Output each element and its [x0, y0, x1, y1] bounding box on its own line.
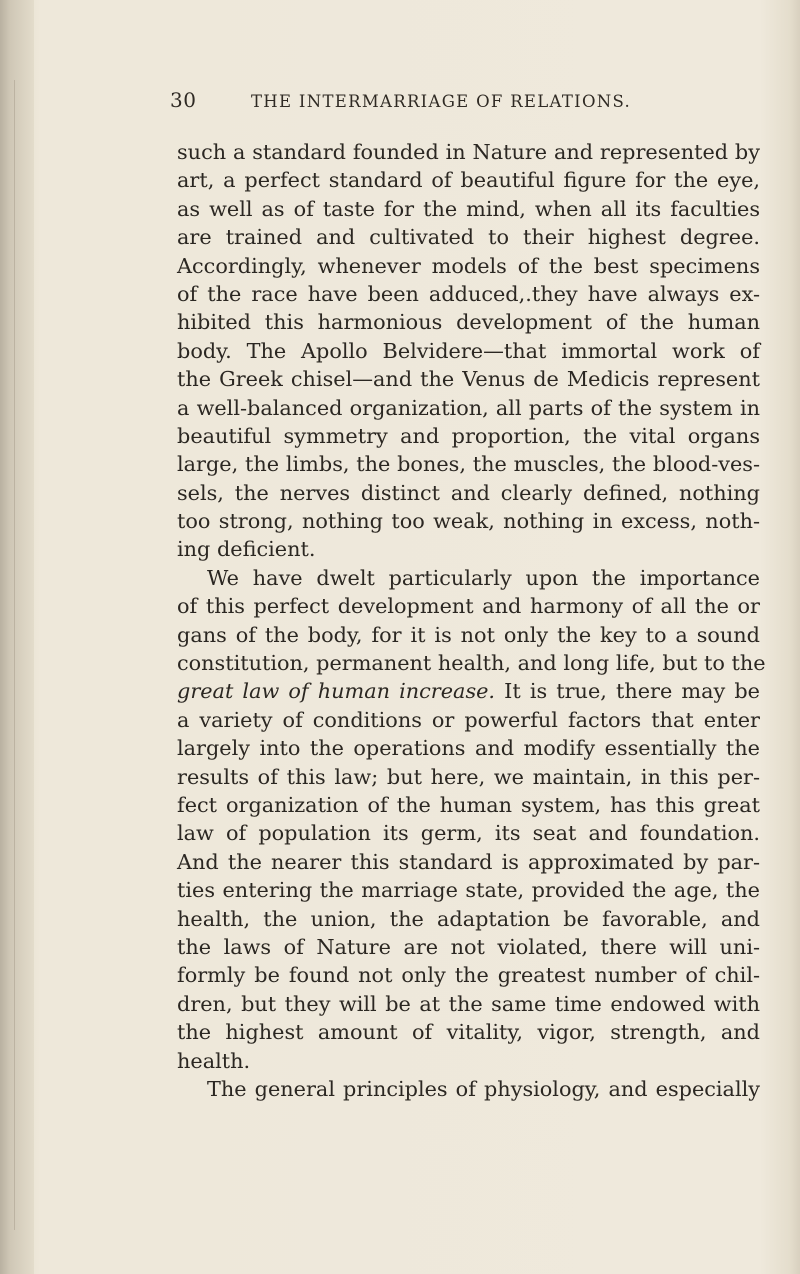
text-line: the highest amount of vitality, vigor, strength, and [177, 1020, 760, 1045]
text-line: sels, the nerves distinct and clearly defined, nothing [177, 480, 760, 505]
text-line: such a standard founded in Nature and represented by [177, 140, 760, 164]
page-number: 30 [170, 88, 197, 112]
text-line: of the race have been adduced,.they have always ex- [177, 281, 760, 306]
text-line: And the nearer this standard is approximated by par- [177, 849, 760, 874]
text-line: gans of the body, for it is not only the key to a sound [177, 622, 760, 647]
page-gutter-shadow [0, 0, 34, 1274]
text-line: the laws of Nature are not violated, there will uni- [177, 934, 760, 959]
text-line: a variety of conditions or powerful factors that enter [177, 707, 760, 732]
binding-line [14, 80, 15, 1230]
text-line: large, the limbs, the bones, the muscles, the blood-ves- [177, 452, 760, 477]
text-line: law of population its germ, its seat and foundation. [177, 821, 760, 846]
text-line: of this perfect development and harmony of all the or [177, 594, 760, 619]
text-line: constitution, permanent health, and long life, but to the [177, 651, 766, 676]
text-line: hibited this harmonious development of the human [177, 310, 760, 335]
text-line: dren, but they will be at the same time endowed with [177, 991, 760, 1016]
text-line: beautiful symmetry and proportion, the vital organs [177, 423, 760, 448]
emphasis-text: great law of human increase. [177, 679, 496, 704]
text-line: art, a perfect standard of beautiful figure for the eye, [177, 168, 760, 193]
page-header [170, 88, 770, 118]
text-line: a well-balanced organization, all parts of the system in [177, 395, 760, 420]
text-line: the Greek chisel—and the Venus de Medicis represent [177, 367, 760, 392]
text-line: fect organization of the human system, has this great [177, 792, 760, 817]
text-line: results of this law; but here, we maintain, in this per- [177, 764, 760, 789]
text-line-paragraph-end: ing deficient. [177, 537, 316, 562]
text-line: largely into the operations and modify essentially the [177, 736, 760, 761]
text-line-rest: It is true, there may be [495, 679, 760, 704]
text-line: formly be found not only the greatest number of chil- [177, 963, 760, 988]
text-line: Accordingly, whenever models of the best specimens [177, 253, 760, 278]
running-head: THE INTERMARRIAGE OF RELATIONS. [251, 92, 632, 111]
body-text [177, 138, 766, 1103]
text-line: too strong, nothing too weak, nothing in excess, noth- [177, 509, 760, 534]
text-line-with-emphasis [177, 677, 760, 705]
text-line: as well as of taste for the mind, when all its faculties [177, 196, 760, 221]
text-line: body. The Apollo Belvidere—that immortal work of [177, 338, 760, 363]
text-line-paragraph-end: health. [177, 1048, 251, 1073]
text-line: ties entering the marriage state, provided the age, the [177, 878, 760, 903]
text-line: health, the union, the adaptation be favorable, and [177, 906, 760, 931]
text-line: are trained and cultivated to their highest degree. [177, 225, 760, 250]
text-line-paragraph-start: We have dwelt particularly upon the importance [207, 565, 760, 590]
text-line-paragraph-start: The general principles of physiology, and especially [207, 1076, 760, 1101]
